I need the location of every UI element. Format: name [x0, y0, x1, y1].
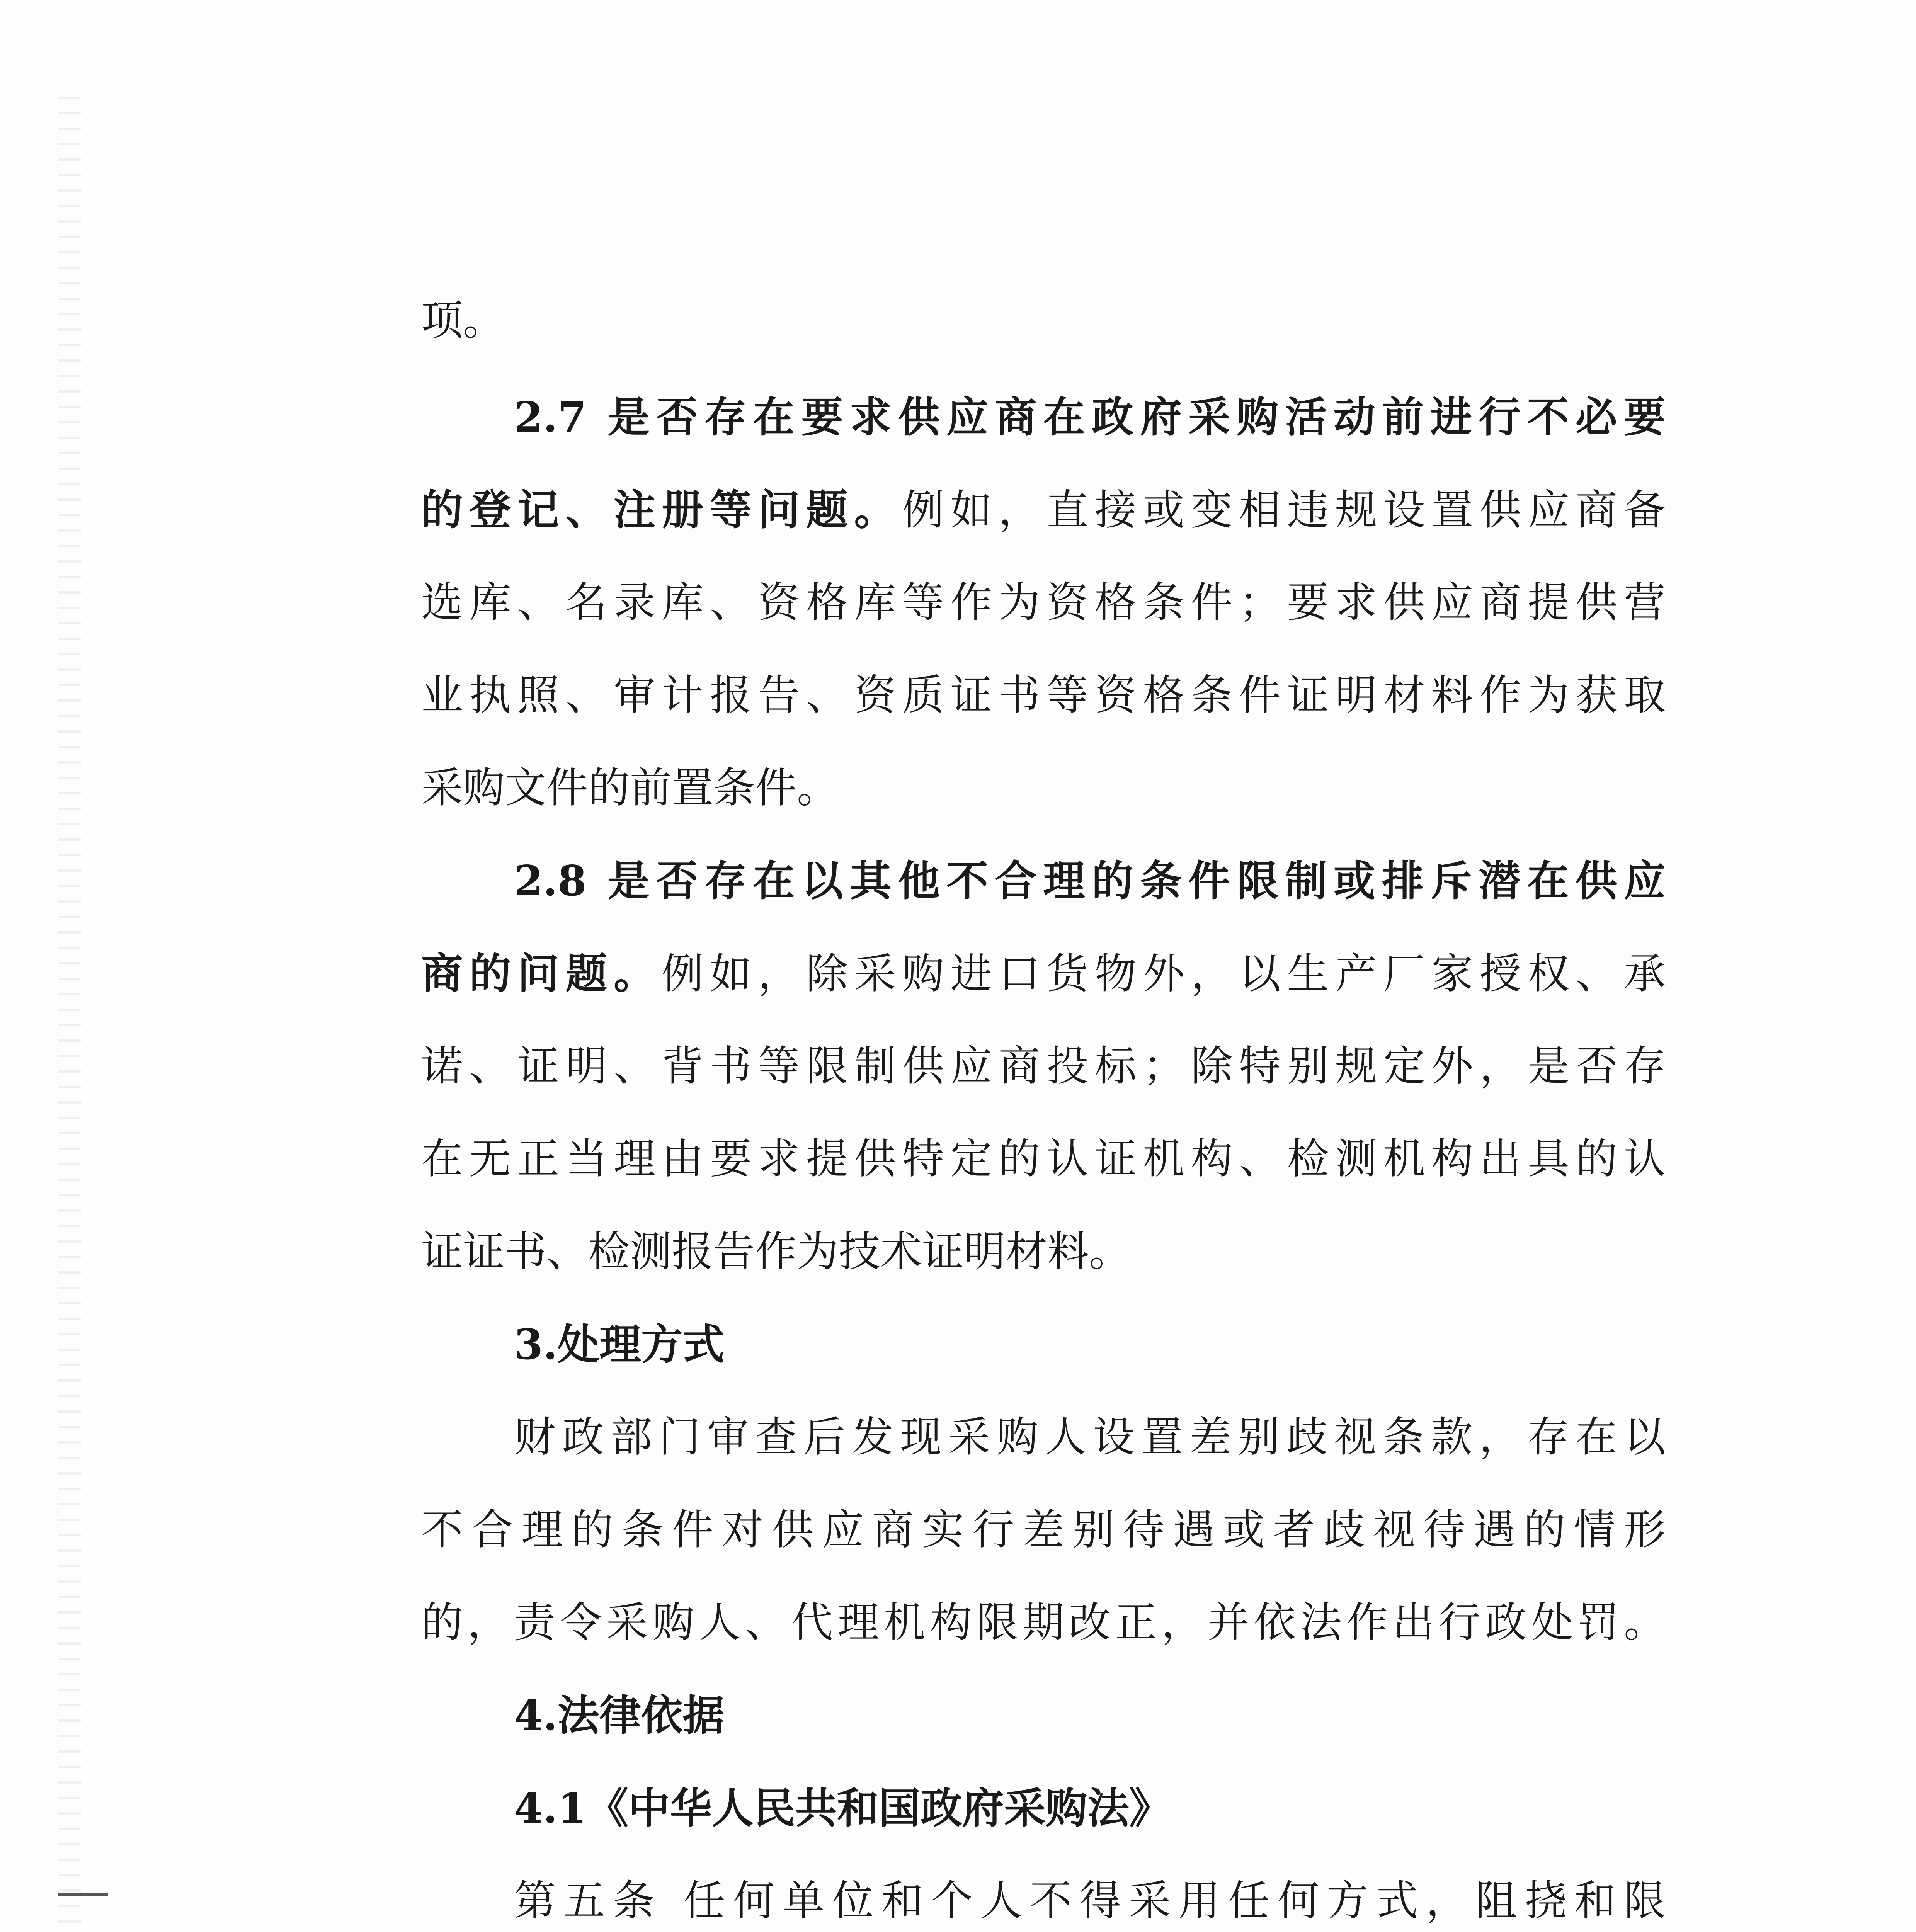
- text-line: [421, 1132, 1666, 1186]
- line-text: 例如，除采购进口货物外，以生产厂家授权、承: [662, 950, 1666, 998]
- line-text: 诺、证明、背书等限制供应商投标；除特别规定外，是否存: [421, 1042, 1666, 1090]
- text-line: [421, 1039, 1666, 1094]
- text-line: [421, 1596, 1666, 1650]
- section-heading-2-7: [514, 390, 1666, 444]
- bold-text: 的登记、注册等问题。: [421, 486, 902, 534]
- line-text: 3.处理方式: [514, 1320, 725, 1369]
- binding-mark: [58, 1893, 108, 1896]
- text-line: [421, 1225, 1131, 1279]
- text-line: [514, 1410, 1666, 1464]
- section-heading-2-8: [514, 854, 1666, 908]
- line-text: 4.法律依据: [514, 1691, 725, 1740]
- section-heading-3: [514, 1318, 725, 1372]
- line-text: 2.7 是否存在要求供应商在政府采购活动前进行不必要: [514, 393, 1666, 442]
- line-text: 项。: [421, 296, 505, 345]
- text-line: [421, 483, 1666, 537]
- line-text: 第五条 任何单位和个人不得采用任何方式，阻挠和限: [514, 1877, 1666, 1925]
- line-text: 财政部门审查后发现采购人设置差别歧视条款，存在以: [514, 1413, 1666, 1461]
- section-heading-4-1: [514, 1781, 1171, 1835]
- line-text: 的，责令采购人、代理机构限期改正，并依法作出行政处罚。: [421, 1599, 1666, 1647]
- line-text: 采购文件的前置条件。: [421, 764, 839, 812]
- section-heading-4: [514, 1689, 725, 1743]
- line-text: 例如，直接或变相违规设置供应商备: [902, 486, 1666, 534]
- text-line: [421, 761, 839, 815]
- text-line: [421, 668, 1666, 723]
- text-line: [421, 1503, 1666, 1557]
- scan-edge-artifact: [58, 97, 81, 1932]
- text-line: [421, 576, 1666, 630]
- bold-text: 商的问题。: [421, 949, 662, 998]
- line-text: 在无正当理由要求提供特定的认证机构、检测机构出具的认: [421, 1135, 1666, 1183]
- line-text: 2.8 是否存在以其他不合理的条件限制或排斥潜在供应: [514, 857, 1666, 905]
- text-line: [421, 947, 1666, 1001]
- text-line: [421, 294, 505, 348]
- text-line: [514, 1874, 1666, 1928]
- line-text: 不合理的条件对供应商实行差别待遇或者歧视待遇的情形: [421, 1506, 1666, 1554]
- line-text: 4.1《中华人民共和国政府采购法》: [514, 1784, 1171, 1833]
- line-text: 证证书、检测报告作为技术证明材料。: [421, 1228, 1131, 1276]
- line-text: 选库、名录库、资格库等作为资格条件；要求供应商提供营: [421, 578, 1666, 627]
- line-text: 业执照、审计报告、资质证书等资格条件证明材料作为获取: [421, 671, 1666, 719]
